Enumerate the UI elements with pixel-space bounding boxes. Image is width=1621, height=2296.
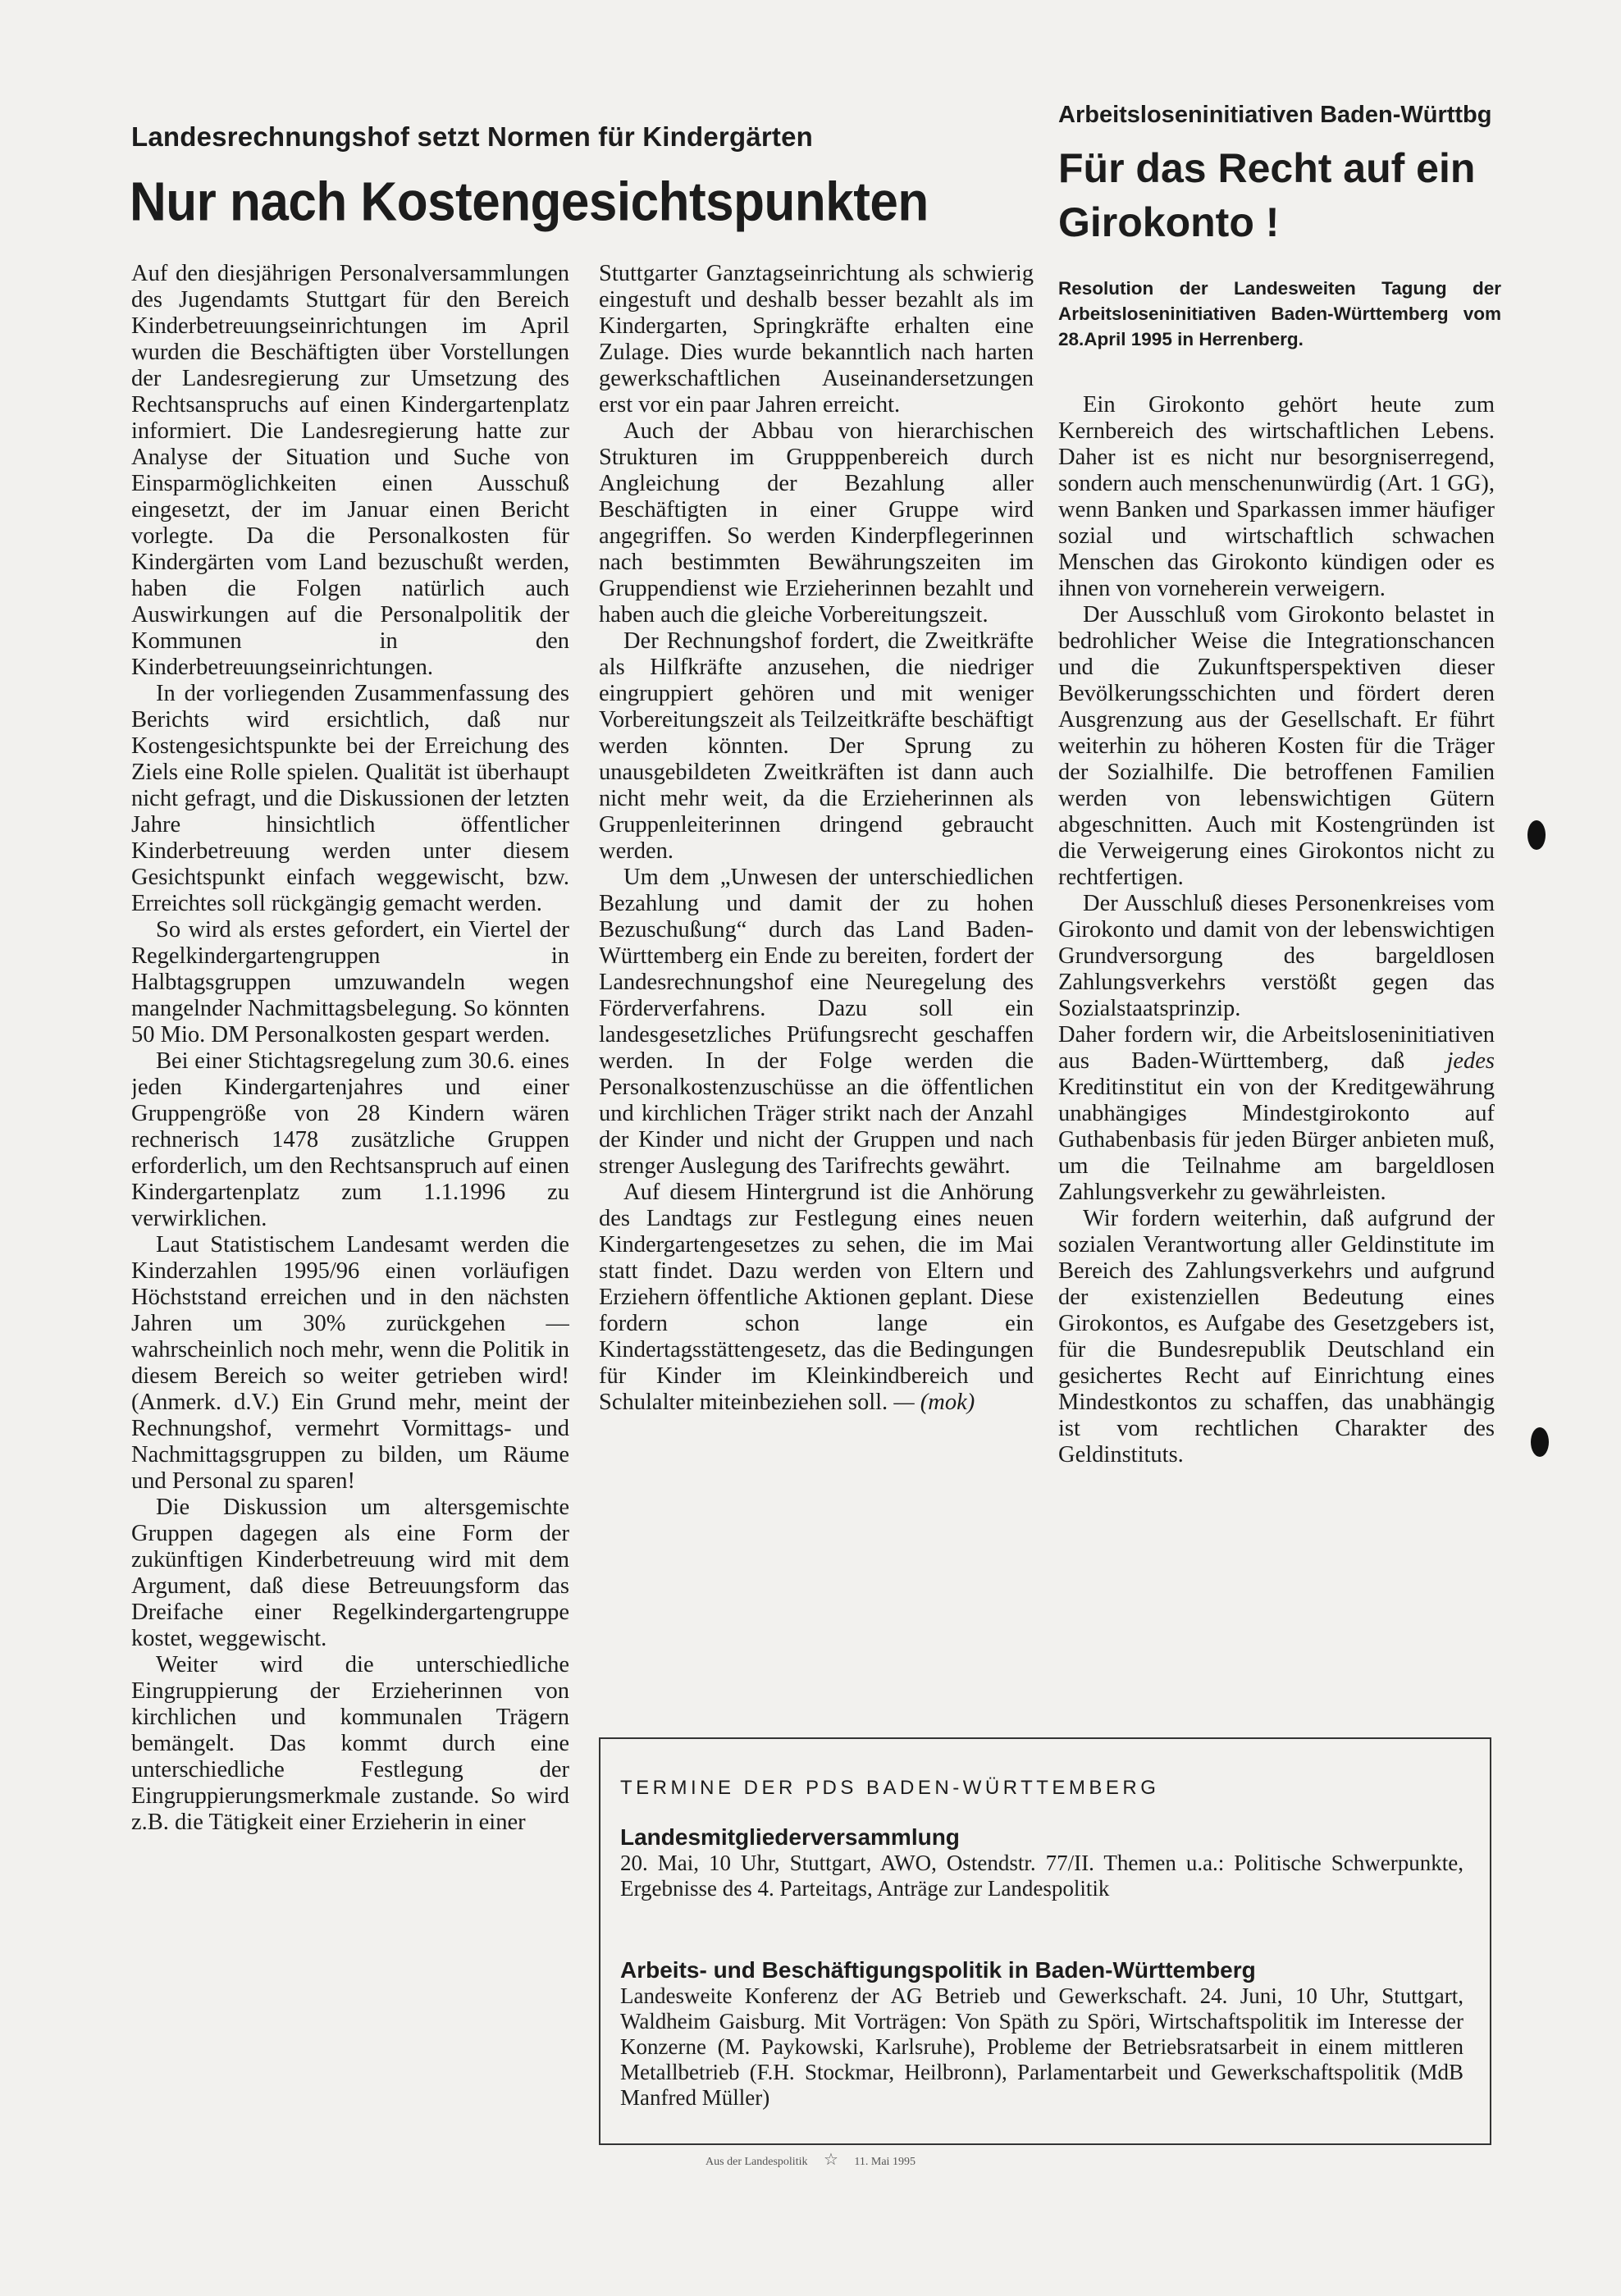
article-paragraph-final xyxy=(599,1180,1034,1416)
right-article-headline: Für das Recht auf ein Girokonto ! xyxy=(1058,145,1476,245)
right-article-body xyxy=(1058,392,1495,1713)
article-paragraph: Auf den diesjährigen Personalversammlungen des Jugendamts Stuttgart für den Bereich Kinderbetreuungseinrichtungen im April wurden die Beschäftigten über Vorstellungen der Landesregierung zur Umsetzung des Rechtsanspruchs auf einen Kindergartenplatz informiert. Die Landesregierung hatte zur Analyse der Situation und Suche von Einsparmöglichkeiten einen Ausschuß eingesetzt, der im Januar einen Bericht vorlegte. Da die Personalkosten für Kindergärten vom Land bezuschußt werden, haben die Folgen natürlich auch Auswirkungen auf die Personalpolitik der Kommunen in den Kinderbetreuungseinrichtungen. xyxy=(131,261,569,680)
article-paragraph: Stuttgarter Ganztagseinrichtung als schwierig eingestuft und deshalb besser bezahlt als im Kindergarten, Springkräfte erhalten eine Zulage. Dies wurde bekanntlich nach harten gewerkschaftlichen Auseinandersetzungen erst vor ein paar Jahren erreicht. xyxy=(599,261,1034,418)
demand-text-end: Kreditinstitut ein von der Kreditgewährung unabhängiges Mindestgirokonto auf Guthabenbasis für jeden Bürger anbieten muß, um die Teilnahme am bargeldlosen Zahlungsverkehr zu gewährleisten. xyxy=(1058,1075,1495,1205)
event-details: Landesweite Konferenz der AG Betrieb und Gewerkschaft. 24. Juni, 10 Uhr, Stuttgart, Waldheim Gaisburg. Mit Vorträgen: Von Späth zu Spöri, Wirtschaftspolitik im Interesse der Konzerne (M. Paykowski, Karlsruhe), Probleme der Betriebsratsarbeit in einem mittleren Metallbetrieb (F.H. Stockmar, Heilbronn), Parlamentarbeit und Gewerkschaftspolitik (MdB Manfred Müller) xyxy=(620,1983,1463,2110)
article-paragraph: Der Rechnungshof fordert, die Zweitkräfte als Hilfkräfte anzusehen, die niedriger eingruppiert gehören und mit weniger Vorbereitungszeit als Teilzeitkräfte beschäftigt werden könnten. Der Sprung zu unausgebildeten Zweitkräften ist dann auch nicht mehr weit, da die Erzieherinnen als Gruppenleiterinnen dringend gebraucht werden. xyxy=(599,628,1034,864)
page-footer xyxy=(0,2149,1621,2170)
event-beschaeftigungspolitik xyxy=(620,1957,1463,2111)
article-paragraph: Ein Girokonto gehört heute zum Kernbereich des wirtschaftlichen Lebens. Daher ist es nicht nur besorgniserregend, sondern auch menschenunwürdig (Art. 1 GG), wenn Banken und Sparkassen immer häufiger sozial und wirtschaftlich schwachen Menschen das Girokonto kündigen oder es ihnen von vorneherein verweigern. xyxy=(1058,392,1495,601)
article-paragraph-text: Auf diesem Hintergrund ist die Anhörung des Landtags zur Festlegung eines neuen Kindergartengesetzes zu sehen, die im Mai statt findet. Dazu werden von Eltern und Erziehern öffentliche Aktionen geplant. Diese fordern schon lange ein Kindertagsstättengesetz, das die Bedingungen für Kinder im Kleinkindbereich und Schulalter miteinbeziehen soll. xyxy=(599,1180,1034,1415)
demand-text-start: Daher fordern wir, die Arbeitsloseninitiativen aus Baden-Württemberg, daß xyxy=(1058,1022,1495,1074)
demand-paragraph xyxy=(1058,1022,1495,1206)
demand-emphasis: jedes xyxy=(1446,1048,1495,1074)
event-landesmitgliederversammlung xyxy=(620,1824,1463,1901)
resolution-intro: Resolution der Landesweiten Tagung der Arbeitsloseninitiativen Baden-Württemberg vom 28.April 1995 in Herrenberg. xyxy=(1058,278,1501,349)
left-article-column-1 xyxy=(131,261,569,2131)
article-paragraph: Der Ausschluß vom Girokonto belastet in bedrohlicher Weise die Integrationschancen und die Zukunftsperspektiven dieser Bevölkerungsschichten und fördert deren Ausgrenzung aus der Gesellschaft. Er führt weiterhin zu höheren Kosten für die Träger der Sozialhilfe. Die betroffenen Familien werden von lebenswichtigen Gütern abgeschnitten. Auch mit Kostengründen ist die Verweigerung eines Girokontos nicht zu rechtfertigen. xyxy=(1058,602,1495,890)
termine-box xyxy=(599,1737,1491,2145)
article-paragraph: In der vorliegenden Zusammenfassung des Berichts wird ersichtlich, daß nur Kostengesichtspunkte bei der Erreichung des Ziels eine Rolle spielen. Qualität ist überhaupt nicht gefragt, und die Diskussionen der letzten Jahre hinsichtlich öffentlicher Kinderbetreuung werden unter diesem Gesichtspunkt einfach weggewischt, bzw. Erreichtes soll rückgängig gemacht werden. xyxy=(131,681,569,916)
event-heading: Landesmitgliederversammlung xyxy=(620,1824,960,1850)
article-paragraph: Laut Statistischem Landesamt werden die Kinderzahlen 1995/96 einen vorläufigen Höchststand erreichen und in den nächsten Jahren um 30% zurückgehen — wahrscheinlich noch mehr, wenn die Politik in diesem Bereich so weiter getrieben wird! (Anmerk. d.V.) Ein Grund mehr, meint der Rechnungshof, vermehrt Vormittags- und Nachmittagsgruppen zu bilden, um Räume und Personal zu sparen! xyxy=(131,1232,569,1494)
right-article-kicker: Arbeitsloseninitiativen Baden-Württbg xyxy=(1058,102,1492,128)
article-paragraph: So wird als erstes gefordert, ein Viertel der Regelkindergartengruppen in Halbtagsgruppen umzuwandeln wegen mangelnder Nachmittagsbelegung. So könnten 50 Mio. DM Personalkosten gespart werden. xyxy=(131,917,569,1048)
article-paragraph: Der Ausschluß dieses Personenkreises vom Girokonto und damit von der lebenswichtigen Grundversorgung des bargeldlosen Zahlungsverkehrs verstößt gegen das Sozialstaatsprinzip. xyxy=(1058,891,1495,1021)
article-paragraph: Weiter wird die unterschiedliche Eingruppierung der Erzieherinnen von kirchlichen und kommunalen Trägern bemängelt. Das kommt durch eine unterschiedliche Festlegung der Eingruppierungsmerkmale zustande. So wird z.B. die Tätigkeit einer Erzieherin in einer xyxy=(131,1652,569,1835)
left-article-headline: Nur nach Kostengesichtspunkten xyxy=(130,171,929,233)
termine-title: TERMINE DER PDS BADEN-WÜRTTEMBERG xyxy=(620,1777,1160,1799)
article-paragraph: Auch der Abbau von hierarchischen Strukturen im Grupppenbereich durch Angleichung der Bezahlung aller Beschäftigten in einer Gruppe wird angegriffen. So werden Kinderpflegerinnen nach bestimmten Bewährungszeiten im Gruppendienst wie Erzieherinnen bezahlt und haben auch die gleiche Vorbereitungszeit. xyxy=(599,418,1034,628)
article-paragraph: Um dem „Unwesen der unterschiedlichen Bezahlung und damit der zu hohen Bezuschußung“ durch das Land Baden-Württemberg ein Ende zu bereiten, fordert der Landesrechnungshof eine Neuregelung des Förderverfahrens. Dazu soll ein landesgesetzliches Prüfungsrecht geschaffen werden. In der Folge werden die Personalkostenzuschüsse an die öffentlichen und kirchlichen Träger strikt nach der Anzahl der Kinder und nicht der Gruppen und nach strenger Auslegung des Tarifrechts gewährt. xyxy=(599,865,1034,1179)
left-article-kicker: Landesrechnungshof setzt Normen für Kindergärten xyxy=(131,121,814,152)
footer-date: 11. Mai 1995 xyxy=(854,2156,916,2168)
left-article-column-2 xyxy=(599,261,1034,1713)
punch-hole-bottom xyxy=(1531,1427,1549,1457)
article-paragraph: Die Diskussion um altersgemischte Gruppen dagegen als eine Form der zukünftigen Kinderbetreuung wird mit dem Argument, daß diese Betreuungsform das Dreifache einer Regelkindergartengruppe kostet, weggewischt. xyxy=(131,1495,569,1651)
star-icon: ☆ xyxy=(823,2151,838,2169)
footer-section: Aus der Landespolitik xyxy=(705,2156,808,2168)
event-heading: Arbeits- und Beschäftigungspolitik in Baden-Württemberg xyxy=(620,1957,1256,1983)
article-paragraph: Bei einer Stichtagsregelung zum 30.6. eines jeden Kindergartenjahres und einer Gruppengröße von 28 Kindern wären rechnerisch 1478 zusätzliche Gruppen erforderlich, um den Rechtsanspruch auf einen Kindergartenplatz zum 1.1.1996 zu verwirklichen. xyxy=(131,1048,569,1231)
punch-hole-top xyxy=(1527,820,1546,850)
article-paragraph: Wir fordern weiterhin, daß aufgrund der sozialen Verantwortung aller Geldinstitute im Bereich des Zahlungsverkehrs und aufgrund der existenziellen Bedeutung eines Girokontos, es Aufgabe des Gesetzgebers ist, für die Bundesrepublik Deutschland ein gesichertes Recht auf Einrichtung eines Mindestkontos zu schaffen, das unabhängig ist vom rechtlichen Charakter des Geldinstituts. xyxy=(1058,1206,1495,1468)
author-byline: — (mok) xyxy=(893,1390,975,1415)
event-details: 20. Mai, 10 Uhr, Stuttgart, AWO, Ostendstr. 77/II. Themen u.a.: Politische Schwerpunkte, Ergebnisse des 4. Parteitags, Anträge zur Landespolitik xyxy=(620,1851,1463,1901)
